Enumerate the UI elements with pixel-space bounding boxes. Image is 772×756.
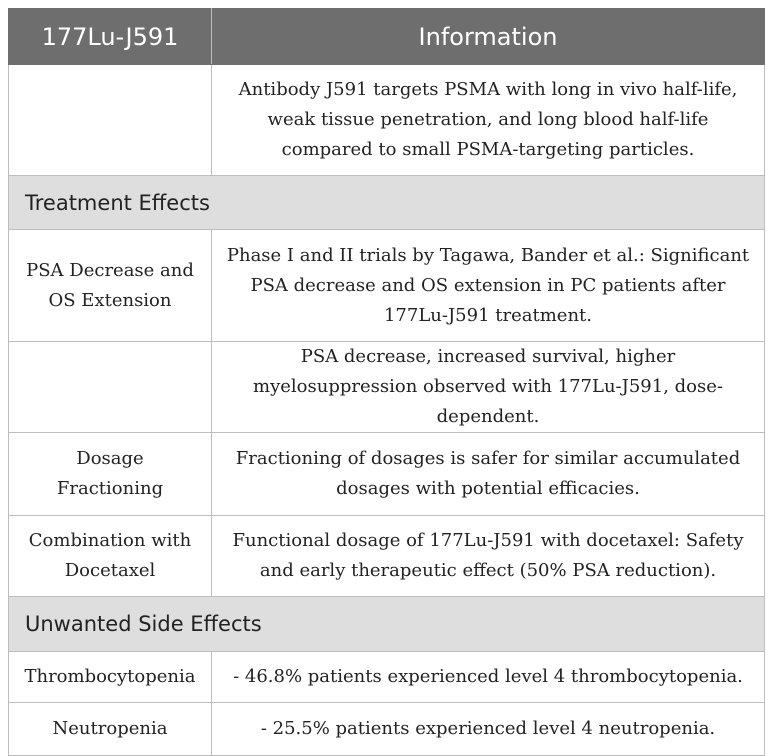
table-header-row [9,9,765,65]
row-info: - 46.8% patients experienced level 4 thrombocytopenia. [212,652,765,703]
table-row [9,703,765,756]
section-title: Unwanted Side Effects [9,597,765,652]
row-label [9,342,212,433]
info-table [8,8,765,756]
row-info: Phase I and II trials by Tagawa, Bander et al.: Significant PSA decrease and OS extension in PC patients after 177Lu-J591 treatment. [212,230,765,342]
row-label: Thrombocytopenia [9,652,212,703]
row-info: - 25.5% patients experienced level 4 neutropenia. [212,703,765,756]
table-row-intro [9,65,765,176]
row-label: PSA Decrease and OS Extension [9,230,212,342]
table-row [9,516,765,597]
table-row [9,433,765,516]
row-label: Neutropenia [9,703,212,756]
row-info: Fractioning of dosages is safer for similar accumulated dosages with potential efficacies. [212,433,765,516]
row-info: PSA decrease, increased survival, higher myelosuppression observed with 177Lu-J591, dose-dependent. [212,342,765,433]
table-row [9,342,765,433]
column-header-information: Information [212,9,765,65]
section-header-unwanted-side-effects [9,597,765,652]
row-info: Antibody J591 targets PSMA with long in vivo half-life, weak tissue penetration, and long blood half-life compared to small PSMA-targeting particles. [212,65,765,176]
row-label: Combination with Docetaxel [9,516,212,597]
table-row [9,652,765,703]
table-row [9,230,765,342]
row-label [9,65,212,176]
section-title: Treatment Effects [9,176,765,230]
column-header-agent: 177Lu-J591 [9,9,212,65]
section-header-treatment-effects [9,176,765,230]
row-label: Dosage Fractioning [9,433,212,516]
row-info: Functional dosage of 177Lu-J591 with docetaxel: Safety and early therapeutic effect (50% PSA reduction). [212,516,765,597]
